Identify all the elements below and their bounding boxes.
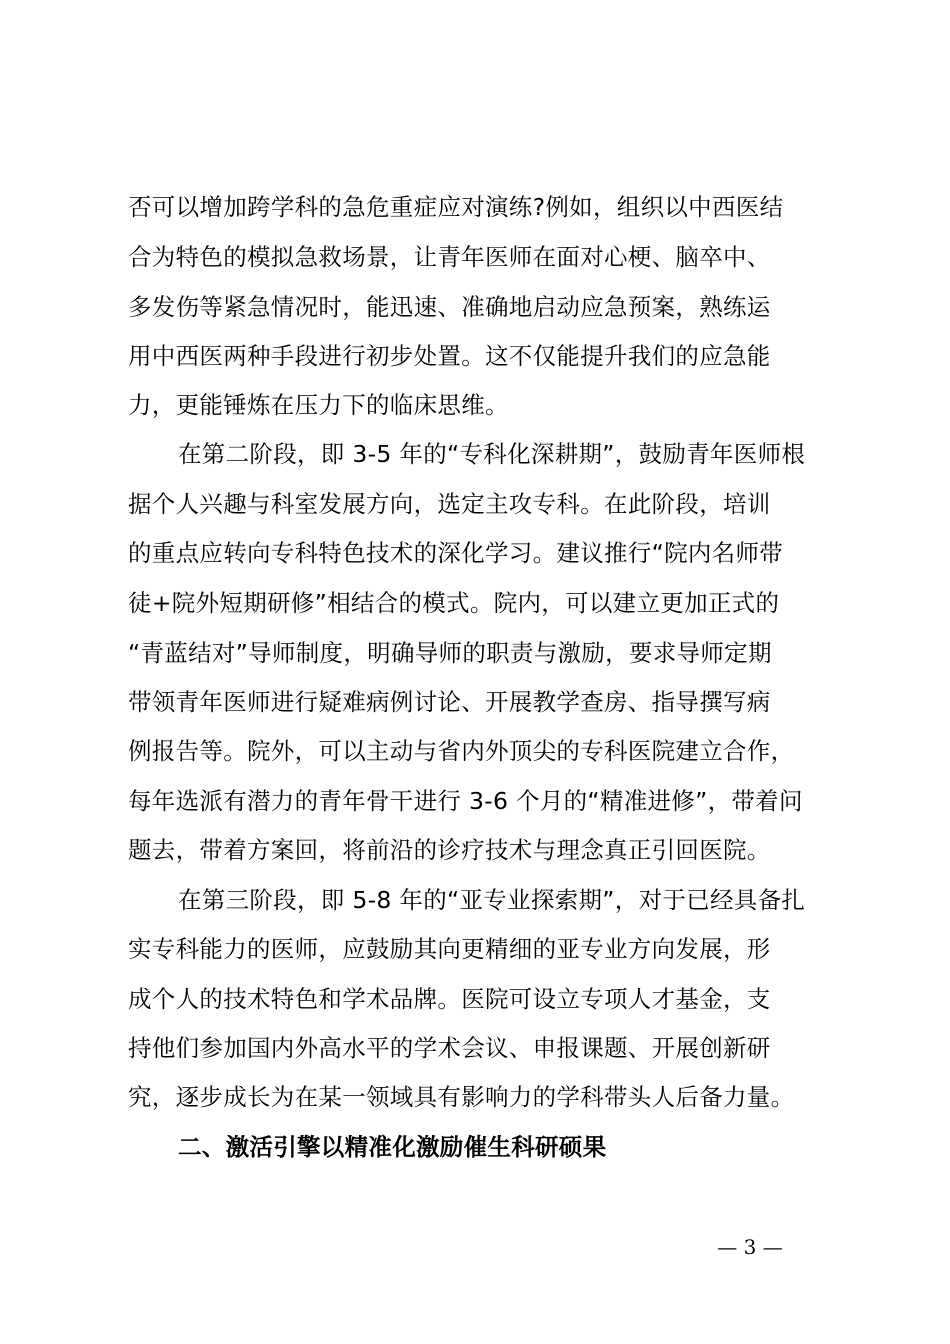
text-line: 徒+院外短期研修”相结合的模式。院内，可以建立更加正式的 — [128, 589, 780, 617]
text-line: 持他们参加国内外高水平的学术会议、申报课题、开展创新研 — [128, 1034, 771, 1062]
text-line: 合为特色的模拟急救场景，让青年医师在面对心梗、脑卒中、 — [128, 243, 771, 271]
text-line: 成个人的技术特色和学术品牌。医院可设立专项人才基金，支 — [128, 985, 771, 1013]
page-number: — 3 — — [717, 1235, 783, 1259]
text-line: 究，逐步成长为在某一领域具有影响力的学科带头人后备力量。 — [128, 1083, 795, 1111]
text-line: “青蓝结对”导师制度，明确导师的职责与激励，要求导师定期 — [128, 639, 772, 667]
text-line: 据个人兴趣与科室发展方向，选定主攻专科。在此阶段，培训 — [128, 490, 771, 518]
text-line: 每年选派有潜力的青年骨干进行 3-6 个月的“精准进修”，带着问 — [128, 787, 803, 815]
text-line: 题去，带着方案回，将前沿的诊疗技术与理念真正引回医院。 — [128, 836, 771, 864]
text-line: 否可以增加跨学科的急危重症应对演练?例如，组织以中西医结 — [128, 193, 784, 221]
text-line: 多发伤等紧急情况时，能迅速、准确地启动应急预案，熟练运 — [128, 293, 771, 321]
text-line: 力，更能锤炼在压力下的临床思维。 — [128, 391, 509, 419]
paragraph-start-line: 在第二阶段，即 3-5 年的“专科化深耕期”，鼓励青年医师根 — [178, 440, 806, 468]
text-line: 的重点应转向专科特色技术的深化学习。建议推行“院内名师带 — [128, 539, 784, 567]
paragraph-start-line: 在第三阶段，即 5-8 年的“亚专业探索期”，对于已经具备扎 — [178, 886, 806, 914]
text-line: 用中西医两种手段进行初步处置。这不仅能提升我们的应急能 — [128, 342, 771, 370]
text-line: 带领青年医师进行疑难病例讨论、开展教学查房、指导撰写病 — [128, 688, 771, 716]
text-line: 例报告等。院外，可以主动与省内外顶尖的专科医院建立合作， — [128, 737, 795, 765]
section-heading: 二、激活引擎以精准化激励催生科研硕果 — [178, 1133, 607, 1161]
text-line: 实专科能力的医师，应鼓励其向更精细的亚专业方向发展，形 — [128, 935, 771, 963]
